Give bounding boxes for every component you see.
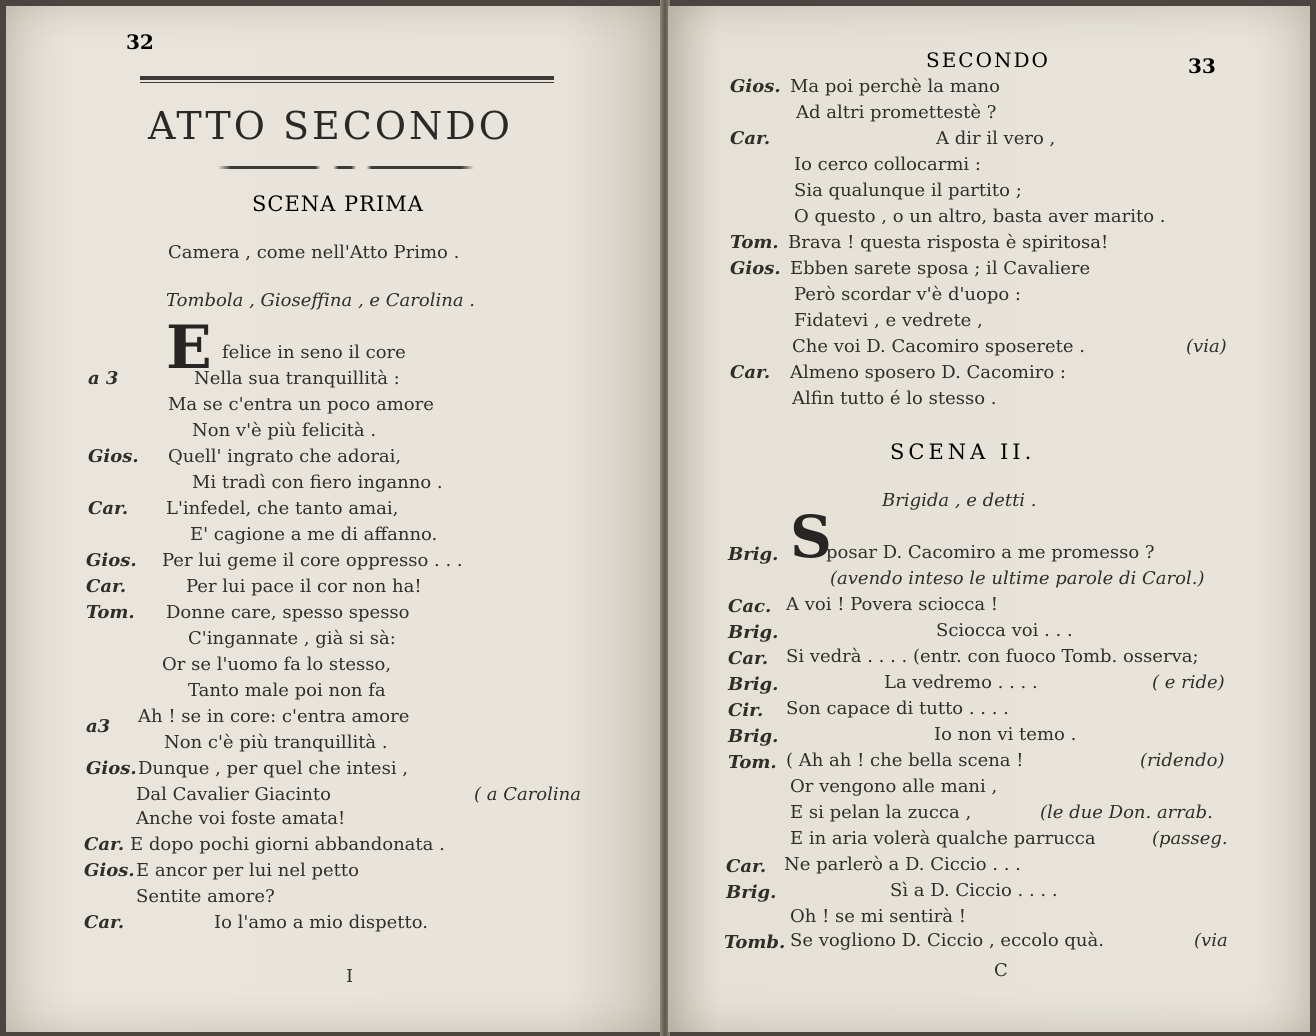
verse-line: Or vengono alle mani , [790,776,998,797]
speaker-label: Gios. [730,258,781,279]
stage-direction: (le due Don. arrab. [1040,802,1213,823]
speaker-label: Car. [84,834,125,855]
verse-line: Anche voi foste amata! [136,808,346,829]
verse-line: Almeno sposero D. Cacomiro : [790,362,1066,383]
speaker-label: Cir. [728,700,764,721]
signature-mark: I [346,966,354,987]
verse-line: Io non vi temo . [934,724,1077,745]
verse-line: Ma poi perchè la mano [790,76,1000,97]
verse-line: A voi ! Povera sciocca ! [786,594,999,615]
speaker-label: Car. [84,912,125,933]
header-rule-thin [140,82,554,83]
verse-line: Che voi D. Cacomiro sposerete . [792,336,1085,357]
dropcap-letter: E [166,313,212,383]
verse-line: E si pelan la zucca , [790,802,972,823]
verse-line: Per lui geme il core oppresso . . . [162,550,463,571]
verse-line: Quell' ingrato che adorai, [168,446,402,467]
speaker-label: Tom. [730,232,779,253]
verse-line: L'infedel, che tanto amai, [166,498,399,519]
speaker-label: Brig. [728,544,779,565]
verse-line: O questo , o un altro, basta aver marito . [794,206,1166,227]
speaker-label: Car. [730,128,771,149]
speaker-label: Car. [730,362,771,383]
verse-line: Brava ! questa risposta è spiritosa! [788,232,1109,253]
verse-line: Tanto male poi non fa [188,680,386,701]
verse-line: Se vogliono D. Ciccio , eccolo quà. [790,930,1104,951]
verse-line: Non c'è più tranquillità . [164,732,388,753]
scene-title: SCENA II. [890,440,1036,464]
verse-line: Oh ! se mi sentirà ! [790,906,966,927]
verse-line: Per lui pace il cor non ha! [186,576,422,597]
stage-direction: (via) [1186,336,1227,357]
speaker-label: Tom. [728,752,777,773]
verse-line: Alfin tutto é lo stesso . [792,388,997,409]
speaker-label: Car. [728,648,769,669]
setting-text: Camera , come nell'Atto Primo . [168,242,460,263]
stage-direction: (ridendo) [1140,750,1225,771]
verse-line: Son capace di tutto . . . . [786,698,1009,719]
verse-line: Or se l'uomo fa lo stesso, [162,654,392,675]
speaker-label: Gios. [84,860,135,881]
verse-line: Io l'amo a mio dispetto. [214,912,428,933]
decorative-rule [218,166,474,169]
speaker-label: Tom. [86,602,135,623]
speaker-label: Brig. [728,674,779,695]
scene-title: SCENA PRIMA [252,192,424,216]
verse-line: Dal Cavalier Giacinto [136,784,331,805]
verse-line: felice in seno il core [222,342,406,363]
speaker-label: Gios. [88,446,139,467]
verse-line: Non v'è più felicità . [192,420,377,441]
stage-direction: (via [1194,930,1228,951]
verse-line: Dunque , per quel che intesi , [138,758,409,779]
speaker-label: Brig. [728,726,779,747]
speaker-label: Gios. [86,550,137,571]
verse-line: La vedremo . . . . [884,672,1038,693]
speaker-label: Brig. [728,622,779,643]
stage-direction: (avendo inteso le ultime parole di Carol.) [830,568,1205,589]
verse-line: Ad altri promettestè ? [796,102,997,123]
dropcap-letter: S [790,503,832,571]
act-title: ATTO SECONDO [148,104,513,148]
speaker-label: Gios. [730,76,781,97]
page-number-right: 33 [1188,54,1216,78]
verse-line: Sciocca voi . . . [936,620,1073,641]
stage-direction: (passeg. [1152,828,1228,849]
verse-line: Ebben sarete sposa ; il Cavaliere [790,258,1091,279]
verse-line: Io cerco collocarmi : [794,154,981,175]
verse-line: E dopo pochi giorni abbandonata . [130,834,445,855]
running-head: SECONDO [926,48,1050,72]
verse-line: posar D. Cacomiro a me promesso ? [826,542,1155,563]
verse-line: Mi tradì con fiero inganno . [192,472,443,493]
verse-line: C'ingannate , già si sà: [188,628,396,649]
verse-line: Sì a D. Ciccio . . . . [890,880,1058,901]
stage-direction: ( a Carolina [474,784,581,805]
verse-line: A dir il vero , [936,128,1056,149]
verse-line: ( Ah ah ! che bella scena ! [786,750,1024,771]
verse-line: Sia qualunque il partito ; [794,180,1022,201]
verse-line: Donne care, spesso spesso [166,602,410,623]
stage-direction: ( e ride) [1152,672,1225,693]
verse-line: Ma se c'entra un poco amore [168,394,434,415]
right-page [668,6,1310,1032]
verse-line: Ah ! se in core: c'entra amore [138,706,410,727]
speaker-label: Car. [86,576,127,597]
signature-mark: C [994,960,1008,981]
characters-text: Brigida , e detti . [882,490,1037,511]
speaker-label: Brig. [726,882,777,903]
verse-line: E' cagione a me di affanno. [190,524,438,545]
speaker-label: Car. [88,498,129,519]
page-number-left: 32 [126,30,154,54]
speaker-label: Car. [726,856,767,877]
verse-line: Però scordar v'è d'uopo : [794,284,1021,305]
speaker-label: Gios. [86,758,137,779]
speaker-label: a3 [86,716,111,737]
header-rule [140,76,554,80]
speaker-label: a 3 [88,368,119,389]
verse-line: Nella sua tranquillità : [194,368,400,389]
speaker-label: Cac. [728,596,772,617]
verse-line: E in aria volerà qualche parrucca [790,828,1096,849]
verse-line: Fidatevi , e vedrete , [794,310,983,331]
speaker-label: Tomb. [724,932,786,953]
characters-text: Tombola , Gioseffina , e Carolina . [166,290,475,311]
verse-line: Si vedrà . . . . (entr. con fuoco Tomb. osserva; [786,646,1199,667]
verse-line: E ancor per lui nel petto [136,860,359,881]
verse-line: Sentite amore? [136,886,275,907]
verse-line: Ne parlerò a D. Ciccio . . . [784,854,1021,875]
